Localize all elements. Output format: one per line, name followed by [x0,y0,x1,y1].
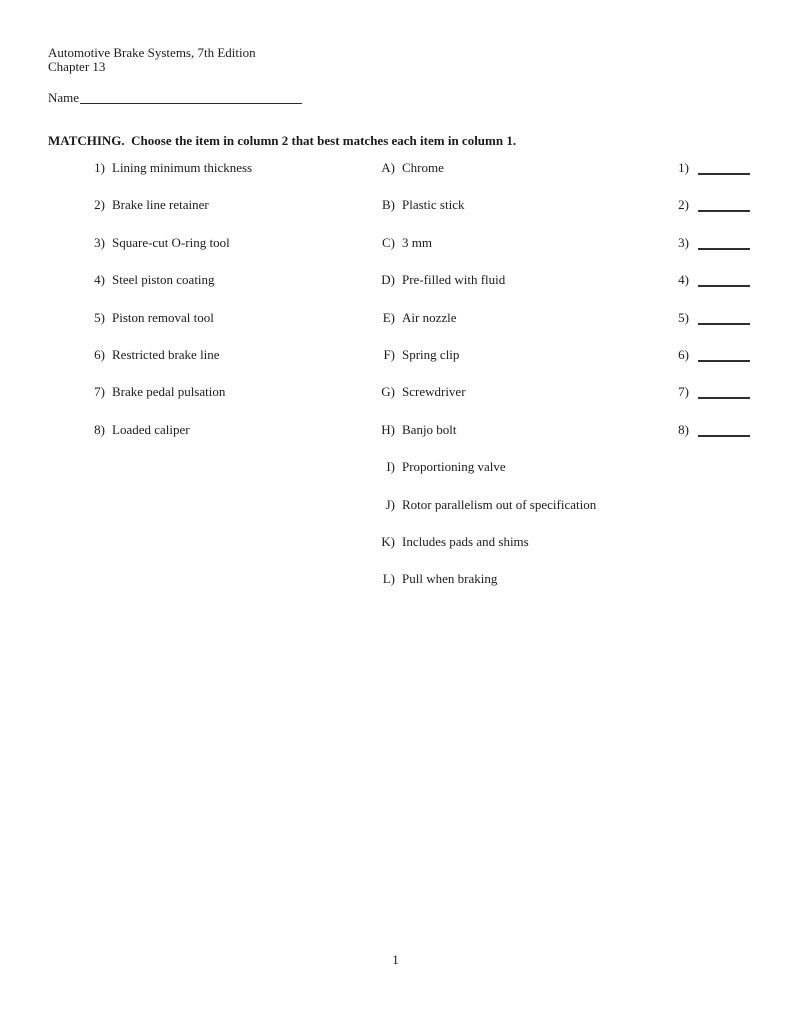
answer-number: 5) [678,309,689,325]
column2-option-text: Proportioning valve [402,459,506,475]
answer-blank-field[interactable] [698,319,750,325]
answer-cell [663,422,758,438]
item-number: 5) [94,309,105,325]
column2-option-text: Pull when braking [402,571,498,587]
column2-option-text: Air nozzle [402,309,457,325]
column1-item [48,384,372,400]
matching-row [48,534,758,571]
column2-option-text: Screwdriver [402,384,466,400]
answer-number: 2) [678,197,689,213]
page-number: 1 [392,952,399,967]
answer-number: 3) [678,234,689,250]
item-number: 2) [94,197,105,213]
column1-item-text: Lining minimum thickness [112,160,253,175]
name-blank-field[interactable] [80,99,302,104]
option-letter: F) [383,346,395,362]
answer-blank-field[interactable] [698,206,750,212]
column1-item [48,310,372,326]
answer-blank-field[interactable] [698,244,750,250]
answer-blank-field[interactable] [698,169,750,175]
option-letter: K) [381,533,395,549]
column2-option [372,347,663,363]
column1-item-text: Square-cut O-ring tool [112,234,230,250]
column2-option-text: Includes pads and shims [402,533,529,549]
column2-option [372,272,663,288]
option-letter: J) [385,496,395,512]
column1-item [48,160,372,176]
item-number: 8) [94,421,105,437]
answer-cell [663,160,758,176]
option-letter: E) [382,309,395,325]
column2-option [372,497,663,513]
option-letter: H) [381,421,395,437]
course-title: Automotive Brake Systems, 7th Edition [48,45,256,60]
answer-cell [663,272,758,288]
answer-cell [663,347,758,363]
chapter-label: Chapter 13 [48,59,106,74]
name-row [48,90,302,106]
column2-option-text: Chrome [402,160,444,175]
option-letter: A) [381,160,395,175]
column2-option-text: Spring clip [402,346,460,362]
column2-option-text: Rotor parallelism out of specification [402,496,597,512]
answer-number: 1) [678,160,689,175]
column1-item-text: Piston removal tool [112,309,214,325]
column2-option [372,235,663,251]
item-number: 3) [94,234,105,250]
column1-item-text: Brake pedal pulsation [112,384,226,400]
option-letter: B) [382,197,395,213]
answer-cell [663,197,758,213]
name-label: Name [48,90,80,105]
matching-section [48,160,758,609]
column1-item-text: Brake line retainer [112,197,209,213]
column1-item-text: Steel piston coating [112,272,215,288]
matching-row [48,459,758,496]
matching-row [48,571,758,608]
document-header [48,46,256,74]
column2-option [372,459,663,475]
column1-item [48,422,372,438]
matching-row [48,160,758,197]
option-letter: D) [381,272,395,288]
column2-option [372,384,663,400]
column1-item [48,235,372,251]
matching-instructions: MATCHING. Choose the item in column 2 that best matches each item in column 1. [48,133,517,148]
matching-row [48,197,758,234]
column2-option-text: Pre-filled with fluid [402,272,506,288]
column2-option-text: Banjo bolt [402,421,457,437]
matching-row [48,272,758,309]
column2-option-text: Plastic stick [402,197,465,213]
column2-option [372,310,663,326]
column2-option-text: 3 mm [402,234,432,250]
answer-blank-field[interactable] [698,393,750,399]
answer-cell [663,384,758,400]
answer-number: 6) [678,346,689,362]
item-number: 4) [94,272,105,288]
answer-cell [663,235,758,251]
answer-blank-field[interactable] [698,431,750,437]
column2-option [372,571,663,587]
column2-option [372,197,663,213]
item-number: 6) [94,346,105,362]
column1-item-text: Restricted brake line [112,346,220,362]
option-letter: L) [382,571,395,587]
column1-item [48,347,372,363]
column2-option [372,422,663,438]
column2-option [372,160,663,176]
matching-row [48,497,758,534]
answer-blank-field[interactable] [698,281,750,287]
item-number: 1) [94,160,105,175]
option-letter: G) [381,384,395,400]
answer-number: 8) [678,421,689,437]
matching-row [48,422,758,459]
option-letter: I) [386,459,395,475]
answer-number: 4) [678,272,689,288]
answer-blank-field[interactable] [698,356,750,362]
column1-item-text: Loaded caliper [112,421,190,437]
option-letter: C) [382,234,395,250]
matching-row [48,384,758,421]
matching-row [48,347,758,384]
column2-option [372,534,663,550]
column1-item [48,197,372,213]
answer-number: 7) [678,384,689,400]
matching-row [48,235,758,272]
item-number: 7) [94,384,105,400]
column1-item [48,272,372,288]
matching-row [48,310,758,347]
answer-cell [663,310,758,326]
